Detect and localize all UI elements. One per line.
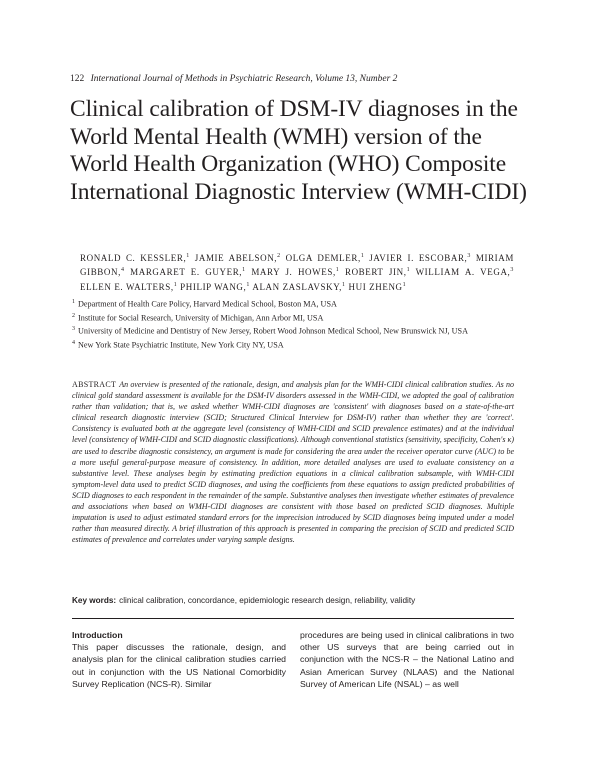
author-name: ELLEN E. WALTERS, <box>80 281 174 292</box>
affiliation-item <box>72 297 527 311</box>
author-affiliation-marker: 1 <box>246 281 250 288</box>
section-heading-introduction: Introduction <box>72 630 123 640</box>
author-name: WILLIAM A. VEGA, <box>415 267 511 278</box>
affiliation-text: Department of Health Care Policy, Harvard Medical School, Boston MA, USA <box>78 299 337 309</box>
body-column-right <box>300 629 514 690</box>
page-number: 122 <box>70 74 85 84</box>
author-affiliation-marker: 3 <box>510 267 515 274</box>
affiliation-number: 2 <box>72 312 75 319</box>
author-affiliation-marker: 1 <box>335 267 340 274</box>
affiliation-text: Institute for Social Research, University of Michigan, Ann Arbor MI, USA <box>78 313 324 323</box>
author-affiliation-marker: 1 <box>242 267 246 274</box>
author-name: JAVIER I. ESCOBAR, <box>369 253 468 263</box>
affiliation-number: 1 <box>72 299 75 305</box>
author-affiliation-marker: 1 <box>342 281 346 288</box>
author-name: MIRIAM GIBBON, <box>80 253 514 278</box>
affiliation-list <box>72 297 527 351</box>
keywords-label: Key words: <box>72 596 117 605</box>
affiliation-item <box>72 324 527 338</box>
author-name: HUI ZHENG <box>348 281 403 292</box>
body-paragraph-right: procedures are being used in clinical calibrations in two other US surveys that are being carried out in conjunction with the NCS-R – the National Latino and Asian American Survey (NLAAS) and the National Survey of American Life (NSAL) – as well <box>300 630 514 689</box>
author-affiliation-marker: 1 <box>186 253 190 259</box>
affiliation-number: 4 <box>72 339 75 346</box>
author-name: RONALD C. KESSLER, <box>80 253 187 263</box>
affiliation-text: University of Medicine and Dentistry of New Jersey, Robert Wood Johnson Medical School, New Brunswick NJ, USA <box>78 326 469 336</box>
author-affiliation-marker: 1 <box>173 281 178 288</box>
author-name: MARY J. HOWES, <box>251 267 336 278</box>
author-affiliation-marker: 1 <box>402 281 407 288</box>
author-list <box>80 250 514 293</box>
abstract-label: ABSTRACT <box>72 380 117 389</box>
author-affiliation-marker: 4 <box>120 267 125 274</box>
author-name: ALAN ZASLAVSKY, <box>252 281 343 292</box>
author-affiliation-marker: 1 <box>360 253 365 259</box>
affiliation-text: New York State Psychiatric Institute, New York City NY, USA <box>78 340 284 350</box>
body-paragraph-left: This paper discusses the rationale, design, and analysis plan for the clinical calibration studies carried out in conjunction with the US National Comorbidity Survey Replication (NCS-R). Similar <box>72 642 286 689</box>
author-name: MARGARET E. GUYER, <box>130 267 243 278</box>
section-divider <box>72 618 514 619</box>
running-head <box>70 73 530 85</box>
keywords-text: clinical calibration, concordance, epidemiologic research design, reliability, validity <box>119 596 416 605</box>
author-affiliation-marker: 1 <box>406 267 411 274</box>
author-name: ROBERT JIN, <box>344 267 407 278</box>
article-title: Clinical calibration of DSM-IV diagnoses in the World Mental Health (WMH) version of the World Health Organization (WHO) Composite International Diagnostic Interview (WMH-CIDI) <box>70 96 527 205</box>
abstract-text: An overview is presented of the rationale, design, and analysis plan for the WMH-CIDI clinical calibration studies. As no clinical gold standard assessment is available for the DSM-IV disorders assessed in the WMH-CIDI, we adopted the goal of calibration rather than validation; that is, we asked whether WMH-CIDI diagnoses are 'consistent' with diagnoses based on a state-of-the-art clinical research diagnostic interview (SCID; Structured Clinical Interview for DSM-IV) rather than whether they are 'correct'. Consistency is evaluated both at the aggregate level (consistency of WMH-CIDI and SCID prevalence estimates) and at the individual level (consistency of WMH-CIDI and SCID diagnostic classifications). Although conventional statistics (sensitivity, specificity, Cohen's κ) are used to describe diagnostic consistency, an argument is made for considering the area under the receiver operator curve (AUC) to be a more useful general-purpose measure of consistency. In addition, more detailed analyses are used to evaluate consistency on a substantive level. These analyses begin by estimating prediction equations in a clinical calibration subsample, with WMH-CIDI symptom-level data used to predict SCID diagnoses, and using the coefficients from these equations to assign predicted probabilities of SCID diagnoses to each respondent in the remainder of the sample. Substantive analyses then investigate whether estimates of prevalence and associations when based on WMH-CIDI diagnoses are consistent with those based on predicted SCID diagnoses. Multiple imputation is used to adjust estimated standard errors for the imprecision introduced by SCID diagnoses being imputed under a model rather than measured directly. A brief illustration of this approach is presented in comparing the precision of SCID and predicted SCID estimates of prevalence and correlates under varying sample designs. <box>72 380 514 545</box>
author-affiliation-marker: 3 <box>467 253 472 259</box>
affiliation-item <box>72 311 527 325</box>
author-name: OLGA DEMLER, <box>285 253 361 263</box>
keywords <box>72 595 522 606</box>
affiliation-item <box>72 338 527 352</box>
body-column-left <box>72 629 286 690</box>
author-name: JAMIE ABELSON, <box>194 253 278 263</box>
author-affiliation-marker: 2 <box>277 253 281 259</box>
journal-citation: International Journal of Methods in Psychiatric Research, Volume 13, Number 2 <box>90 74 398 84</box>
abstract <box>72 379 514 545</box>
affiliation-number: 3 <box>72 326 75 333</box>
author-name: PHILIP WANG, <box>180 281 247 292</box>
